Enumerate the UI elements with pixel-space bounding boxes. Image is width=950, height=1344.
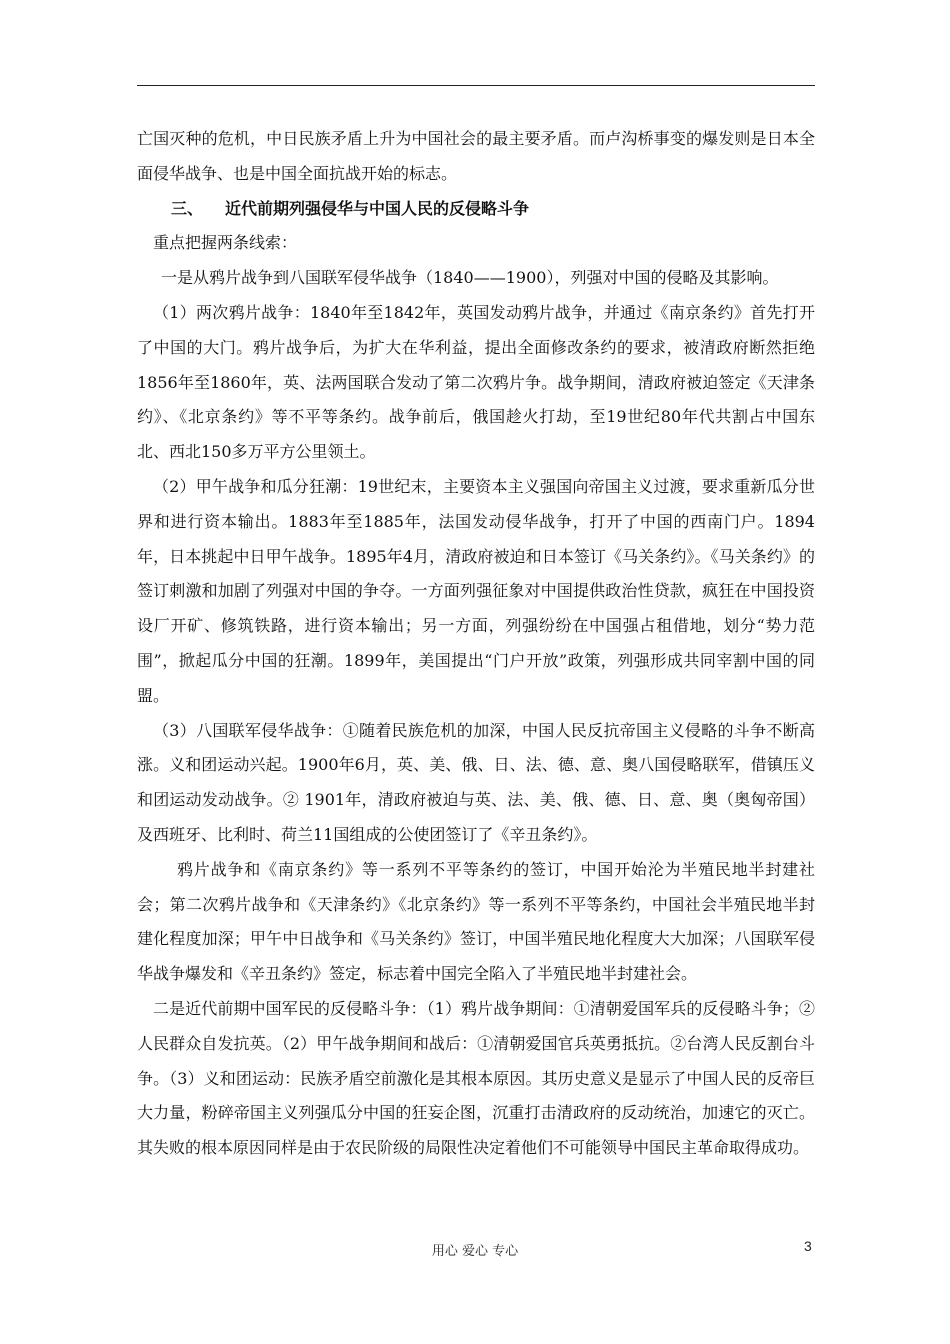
section-heading: [137, 192, 815, 227]
paragraph-1: 亡国灭种的危机，中日民族矛盾上升为中国社会的最主要矛盾。而卢沟桥事变的爆发则是日本全面侵华战争、也是中国全面抗战开始的标志。: [137, 129, 815, 183]
paragraph-2: 重点把握两条线索：: [153, 233, 298, 253]
header-rule: [137, 85, 815, 86]
paragraph-4: （1）两次鸦片战争：1840年至1842年，英国发动鸦片战争，并通过《南京条约》首先打开了中国的大门。鸦片战争后，为扩大在华利益，提出全面修改条约的要求，被清政府断然拒绝1856年至1860年，英、法两国联合发动了第二次鸦片争。战争期间，清政府被迫签定《天津条约》、《北京条约》等不平等条约。战争前后，俄国趁火打劫，至19世纪80年代共割占中国东北、西北150多万平方公里领土。: [137, 302, 815, 462]
page-number: 3: [804, 1238, 812, 1254]
section-heading-text: 近代前期列强侵华与中国人民的反侵略斗争: [225, 198, 530, 218]
body-text: [137, 122, 815, 1166]
paragraph-5: （2）甲午战争和瓜分狂潮：19世纪末，主要资本主义强国向帝国主义过渡，要求重新瓜分世界和进行资本输出。1883年至1885年，法国发动侵华战争，打开了中国的西南门户。1894年，日本挑起中日甲午战争。1895年4月，清政府被迫和日本签订《马关条约》。《马关条约》的签订刺激和加剧了列强对中国的争夺。一方面列强征象对中国提供政治性贷款，疯狂在中国投资设厂开矿、修筑铁路，进行资本输出；另一方面，列强纷纷在中国强占租借地，划分“势力范围”，掀起瓜分中国的狂潮。1899年，美国提出“门户开放”政策，列强形成共同宰割中国的同盟。: [137, 476, 815, 705]
section-heading-number: 三、: [171, 198, 204, 218]
paragraph-8: 二是近代前期中国军民的反侵略斗争：（1）鸦片战争期间：①清朝爱国军兵的反侵略斗争；②人民群众自发抗英。（2）甲午战争期间和战后：①清朝爱国官兵英勇抵抗。②台湾人民反割台斗争。（3）义和团运动：民族矛盾空前激化是其根本原因。其历史意义是显示了中国人民的反帝巨大力量，粉碎帝国主义列强瓜分中国的狂妄企图，沉重打击清政府的反动统治，加速它的灭亡。其失败的根本原因同样是由于农民阶级的局限性决定着他们不可能领导中国民主革命取得成功。: [137, 998, 815, 1158]
footer-text: 用心 爱心 专心: [431, 1244, 519, 1259]
paragraph-7: 鸦片战争和《南京条约》等一系列不平等条约的签订，中国开始沦为半殖民地半封建社会；第二次鸦片战争和《天津条约》《北京条约》等一系列不平等条约，中国社会半殖民地半封建化程度加深；甲午中日战争和《马关条约》签订，中国半殖民地化程度大大加深；八国联军侵华战争爆发和《辛丑条约》签定，标志着中国完全陷入了半殖民地半封建社会。: [137, 859, 815, 984]
paragraph-6: （3）八国联军侵华战争：①随着民族危机的加深，中国人民反抗帝国主义侵略的斗争不断高涨。义和团运动兴起。1900年6月，英、美、俄、日、法、德、意、奥八国侵略联军，借镇压义和团运动发动战争。② 1901年，清政府被迫与英、法、美、俄、德、日、意、奥（奥匈帝国）及西班牙、比利时、荷兰11国组成的公使团签订了《辛丑条约》。: [137, 720, 815, 844]
paragraph-3: 一是从鸦片战争到八国联军侵华战争（1840——1900），列强对中国的侵略及其影响。: [161, 268, 779, 288]
